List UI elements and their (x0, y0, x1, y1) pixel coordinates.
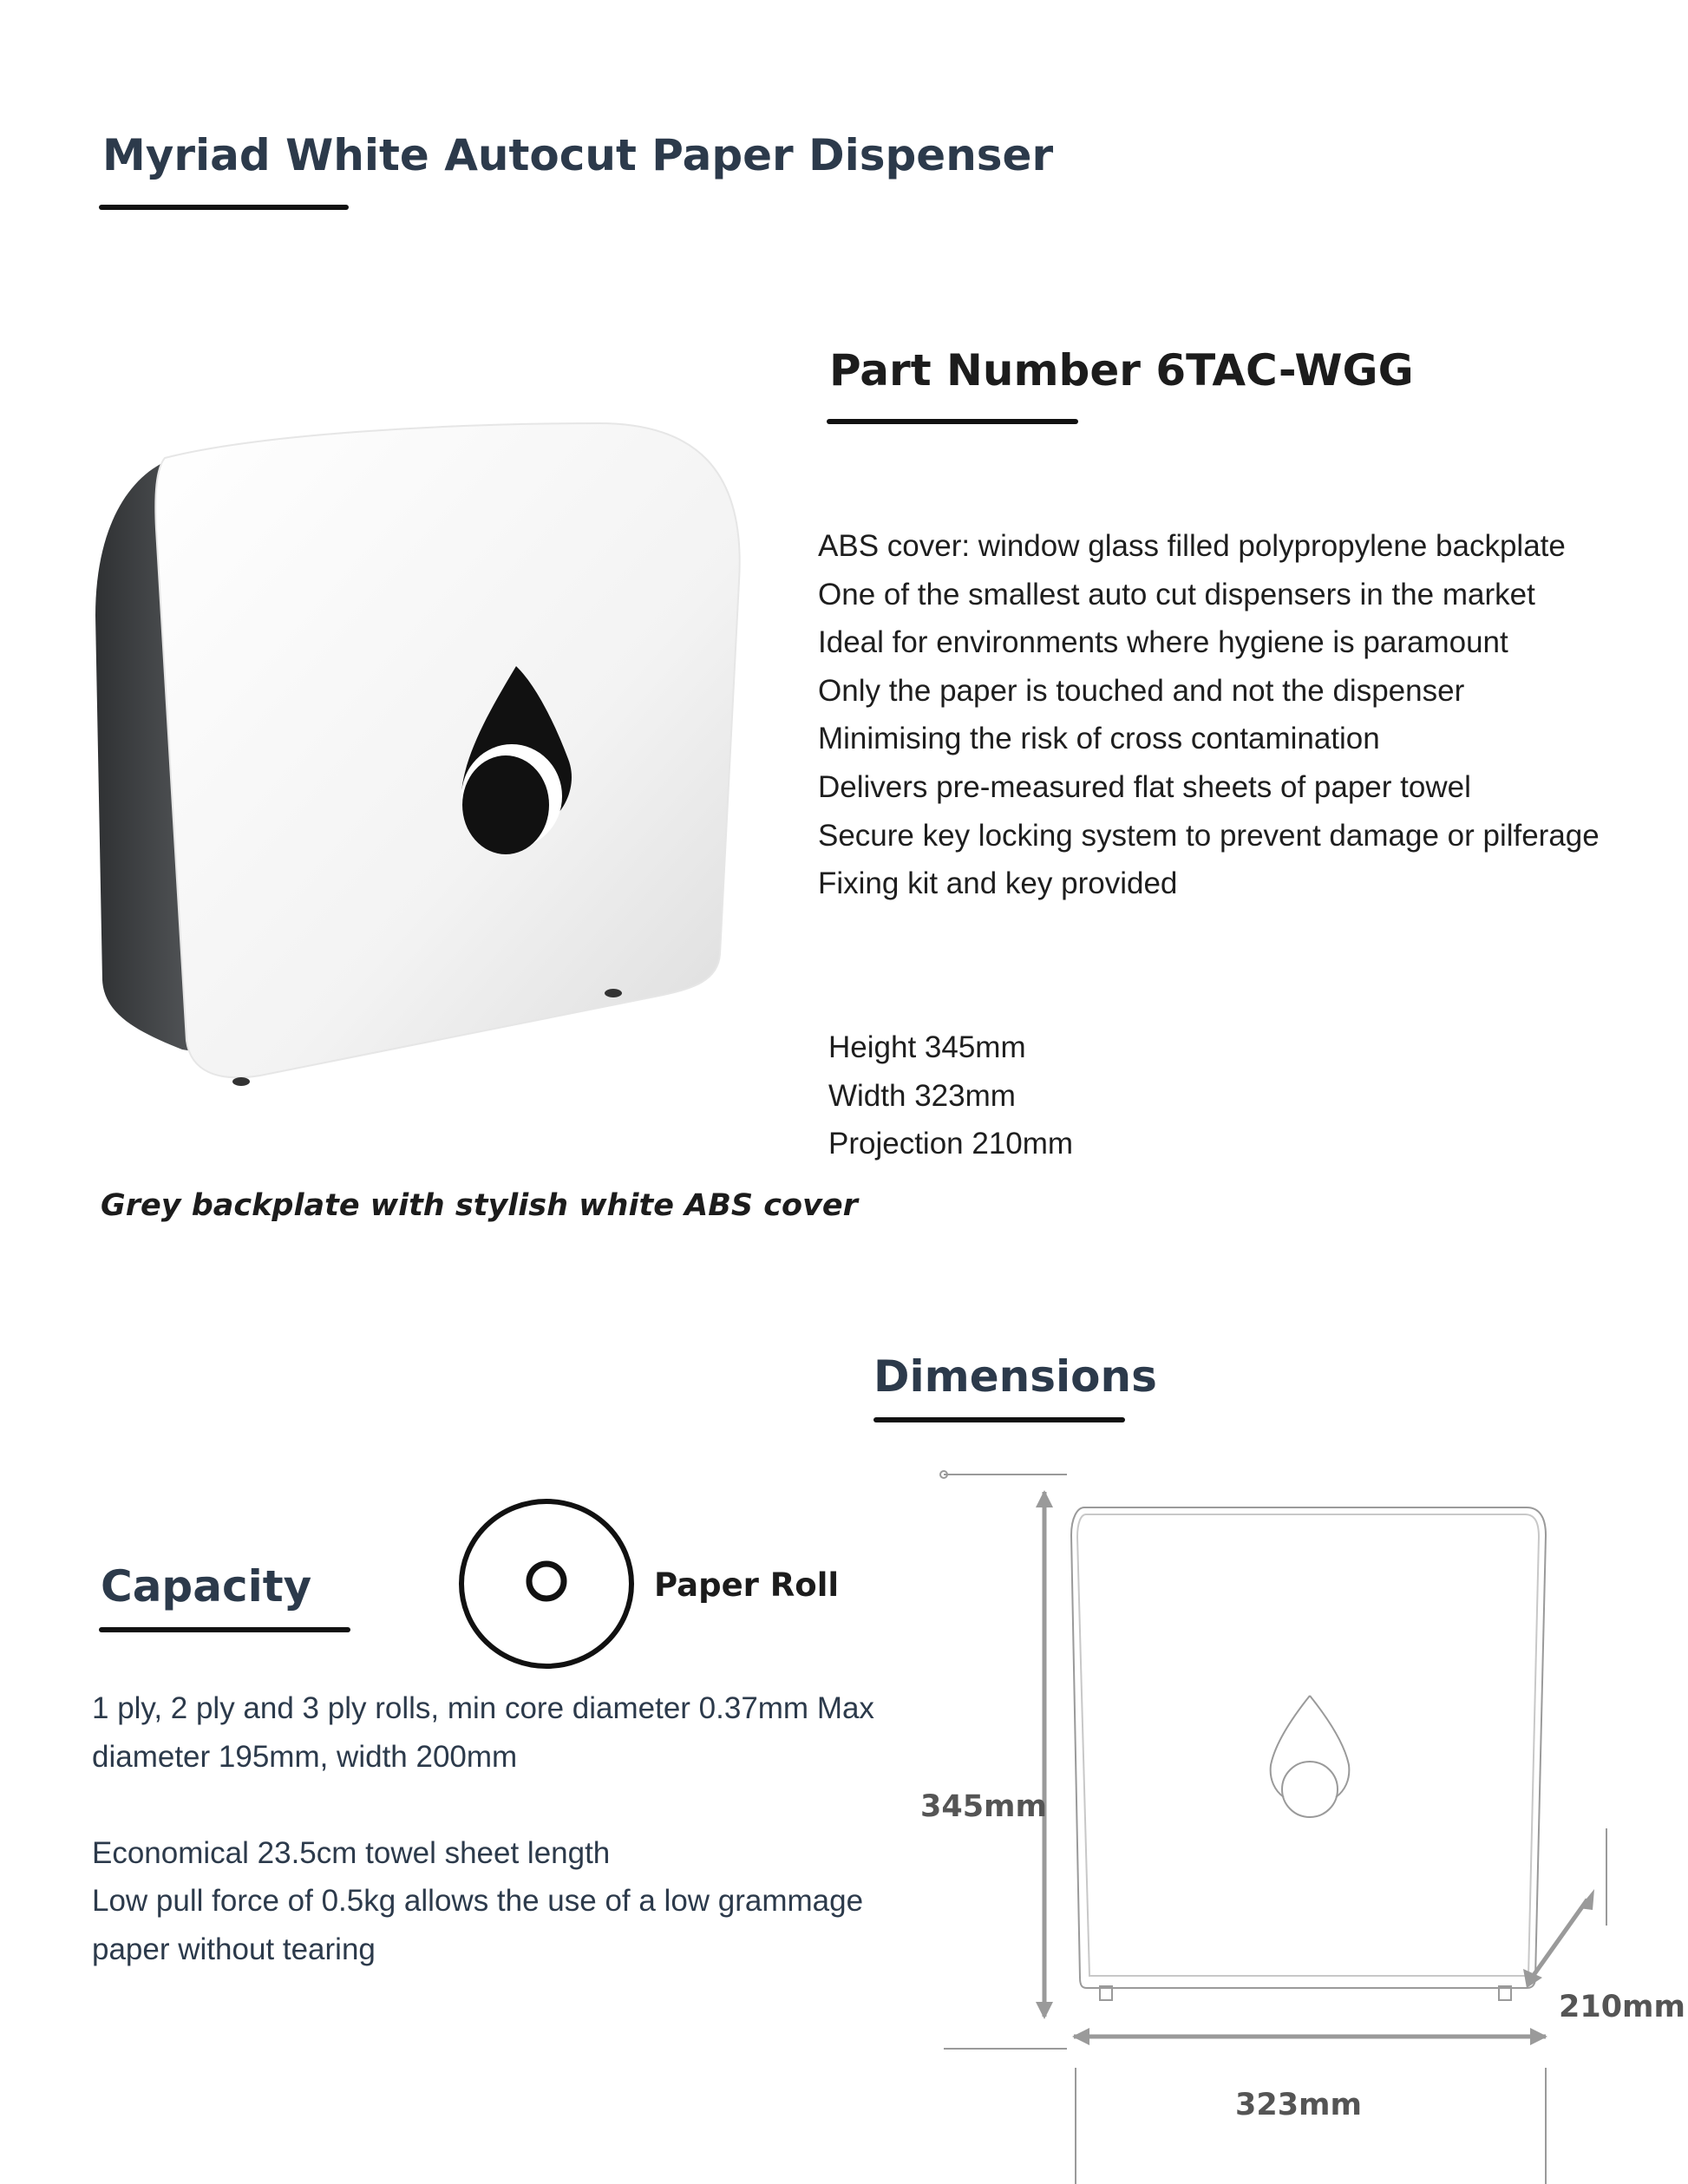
capacity-line: Low pull force of 0.5kg allows the use of a low grammage (92, 1884, 864, 1919)
part-number-heading: Part Number 6TAC-WGG (829, 345, 1414, 396)
capacity-underline (99, 1627, 350, 1632)
feature-item: Secure key locking system to prevent damage or pilferage (818, 818, 1600, 853)
spec-projection: Projection 210mm (828, 1127, 1074, 1161)
dimensions-underline (873, 1417, 1125, 1422)
capacity-description (92, 1684, 925, 1974)
width-dimension-label: 323mm (1235, 2088, 1362, 2122)
page-title: Myriad White Autocut Paper Dispenser (102, 130, 1054, 180)
feature-list (818, 522, 1600, 908)
spec-list (828, 1023, 1073, 1168)
feature-item: Fixing kit and key provided (818, 866, 1178, 901)
width-arrow (1072, 2028, 1547, 2045)
image-caption: Grey backplate with stylish white ABS cover (101, 1188, 858, 1223)
feature-item: Ideal for environments where hygiene is paramount (818, 625, 1508, 660)
height-dimension-label: 345mm (920, 1789, 1047, 1824)
title-underline (99, 205, 349, 210)
foot-right (605, 989, 622, 997)
dimensions-heading: Dimensions (873, 1351, 1157, 1402)
capacity-line: 1 ply, 2 ply and 3 ply rolls, min core diameter 0.37mm Max (92, 1691, 874, 1725)
dispenser-outline (1071, 1507, 1546, 2000)
outline-logo (1271, 1696, 1350, 1817)
projection-dimension-label: 210mm (1559, 1990, 1685, 2024)
capacity-line: diameter 195mm, width 200mm (92, 1739, 518, 1774)
part-number-underline (827, 419, 1078, 424)
feature-item: Minimising the risk of cross contamination (818, 722, 1380, 756)
capacity-line (92, 1781, 925, 1829)
white-cover (155, 423, 739, 1077)
spec-width: Width 323mm (828, 1078, 1016, 1113)
capacity-line: paper without tearing (92, 1932, 376, 1966)
spec-height: Height 345mm (828, 1030, 1026, 1064)
projection-arrow (1523, 1889, 1594, 1988)
paper-roll-label: Paper Roll (654, 1566, 840, 1604)
height-arrow (1036, 1490, 1053, 2019)
feature-item: One of the smallest auto cut dispensers in the market (818, 577, 1535, 611)
foot-left (232, 1077, 250, 1086)
capacity-heading: Capacity (101, 1561, 312, 1612)
capacity-line: Economical 23.5cm towel sheet length (92, 1835, 611, 1870)
feature-item: Delivers pre-measured flat sheets of paper towel (818, 769, 1471, 804)
paper-roll-icon (455, 1494, 645, 1676)
feature-item: Only the paper is touched and not the dispenser (818, 673, 1465, 708)
dispenser-product-image (87, 416, 755, 1102)
feature-item: ABS cover: window glass filled polypropylene backplate (818, 529, 1566, 563)
